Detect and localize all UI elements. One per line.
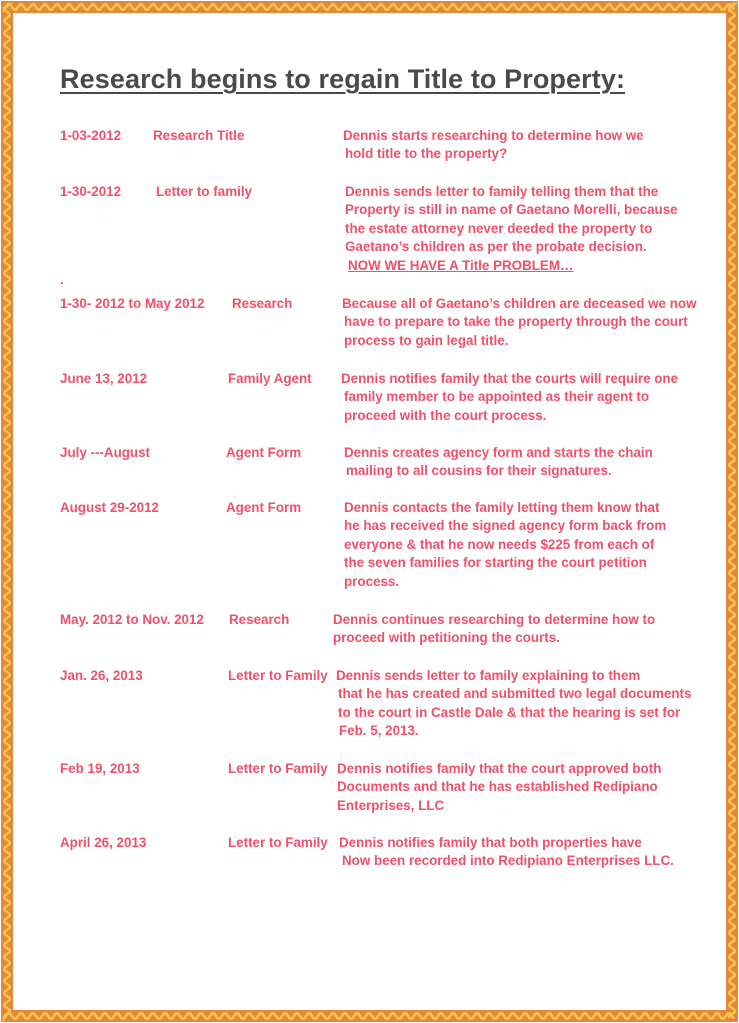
entry-description <box>344 444 653 481</box>
description-line: to the court in Castle Dale & that the hearing is set for <box>338 704 681 720</box>
entry-label: Agent Form <box>226 500 302 515</box>
description-line: Dennis contacts the family letting them know that <box>344 500 660 515</box>
description-line: proceed with petitioning the courts. <box>333 630 560 646</box>
description-line: proceed with the court process. <box>344 407 547 423</box>
description-line: have to prepare to take the property through the court <box>344 314 688 330</box>
entry-date: 1-30-2012 <box>60 184 122 199</box>
entry-label: Letter to family <box>156 184 252 199</box>
entry-date: April 26, 2013 <box>60 835 147 850</box>
entry-description <box>345 183 678 275</box>
description-line: the estate attorney never deeded the property to <box>345 220 653 236</box>
description-line: Because all of Gaetano’s children are deceased we now <box>342 296 697 311</box>
entry-date: July ---August <box>60 445 151 460</box>
description-line: family member to be appointed as their agent to <box>344 389 650 405</box>
description-line: Dennis sends letter to family explaining to them <box>336 668 641 683</box>
description-line: he has received the signed agency form back from <box>344 518 667 534</box>
page-title: Research begins to regain Title to Property: <box>60 64 626 94</box>
entry-label: Letter to Family <box>228 668 328 683</box>
entry-description <box>342 295 697 350</box>
description-line: Feb. 5, 2013. <box>339 723 419 739</box>
bullet-dot: . <box>60 272 64 287</box>
entry-label: Agent Form <box>226 445 302 460</box>
description-line: that he has created and submitted two legal documents <box>338 686 692 702</box>
description-line: everyone & that he now needs $225 from each of <box>344 536 655 552</box>
entry-label: Research <box>232 296 293 311</box>
entry-label: Research <box>229 612 290 627</box>
entry-label: Letter to Family <box>228 761 328 776</box>
description-line: Gaetano’s children as per the probate decision. <box>345 239 647 255</box>
entry-description <box>333 611 655 648</box>
description-line: Dennis continues researching to determine how to <box>333 612 656 627</box>
description-line: Dennis creates agency form and starts the chain <box>344 445 653 460</box>
entry-date: Feb 19, 2013 <box>60 761 140 776</box>
entry-description <box>339 834 674 871</box>
description-line: Dennis notifies family that the court approved both <box>337 761 662 776</box>
description-line: Enterprises, LLC <box>337 797 445 813</box>
entry-date: May. 2012 to Nov. 2012 <box>60 612 204 627</box>
entry-description <box>344 499 666 591</box>
description-line: mailing to all cousins for their signatures. <box>346 463 612 479</box>
description-line: process to gain legal title. <box>344 332 509 348</box>
entry-date: June 13, 2012 <box>60 371 148 386</box>
entry-description <box>341 370 678 425</box>
entry-date: 1-03-2012 <box>60 128 122 143</box>
entry-date: 1-30- 2012 to May 2012 <box>60 296 205 311</box>
description-line: Dennis sends letter to family telling them that the <box>345 184 659 199</box>
entry-description <box>343 127 644 164</box>
entry-date: Jan. 26, 2013 <box>60 668 143 683</box>
description-line: Now been recorded into Redipiano Enterprises LLC. <box>342 853 674 869</box>
title-problem-note: NOW WE HAVE A Title PROBLEM… <box>348 257 574 273</box>
description-line: Dennis starts researching to determine how we <box>343 128 644 143</box>
entry-description <box>337 760 661 815</box>
entry-label: Letter to Family <box>228 835 328 850</box>
description-line: Documents and that he has established Redipiano <box>337 779 658 795</box>
entry-description <box>336 667 691 741</box>
entry-date: August 29-2012 <box>60 500 159 515</box>
description-line: hold title to the property? <box>345 146 508 162</box>
description-line: Property is still in name of Gaetano Morelli, because <box>345 202 678 218</box>
description-line: process. <box>344 573 400 589</box>
description-line: Dennis notifies family that the courts will require one <box>341 371 679 386</box>
entry-label: Research Title <box>153 128 245 143</box>
description-line: Dennis notifies family that both properties have <box>339 835 642 850</box>
entry-label: Family Agent <box>228 371 312 386</box>
description-line: the seven families for starting the court petition <box>344 555 647 571</box>
